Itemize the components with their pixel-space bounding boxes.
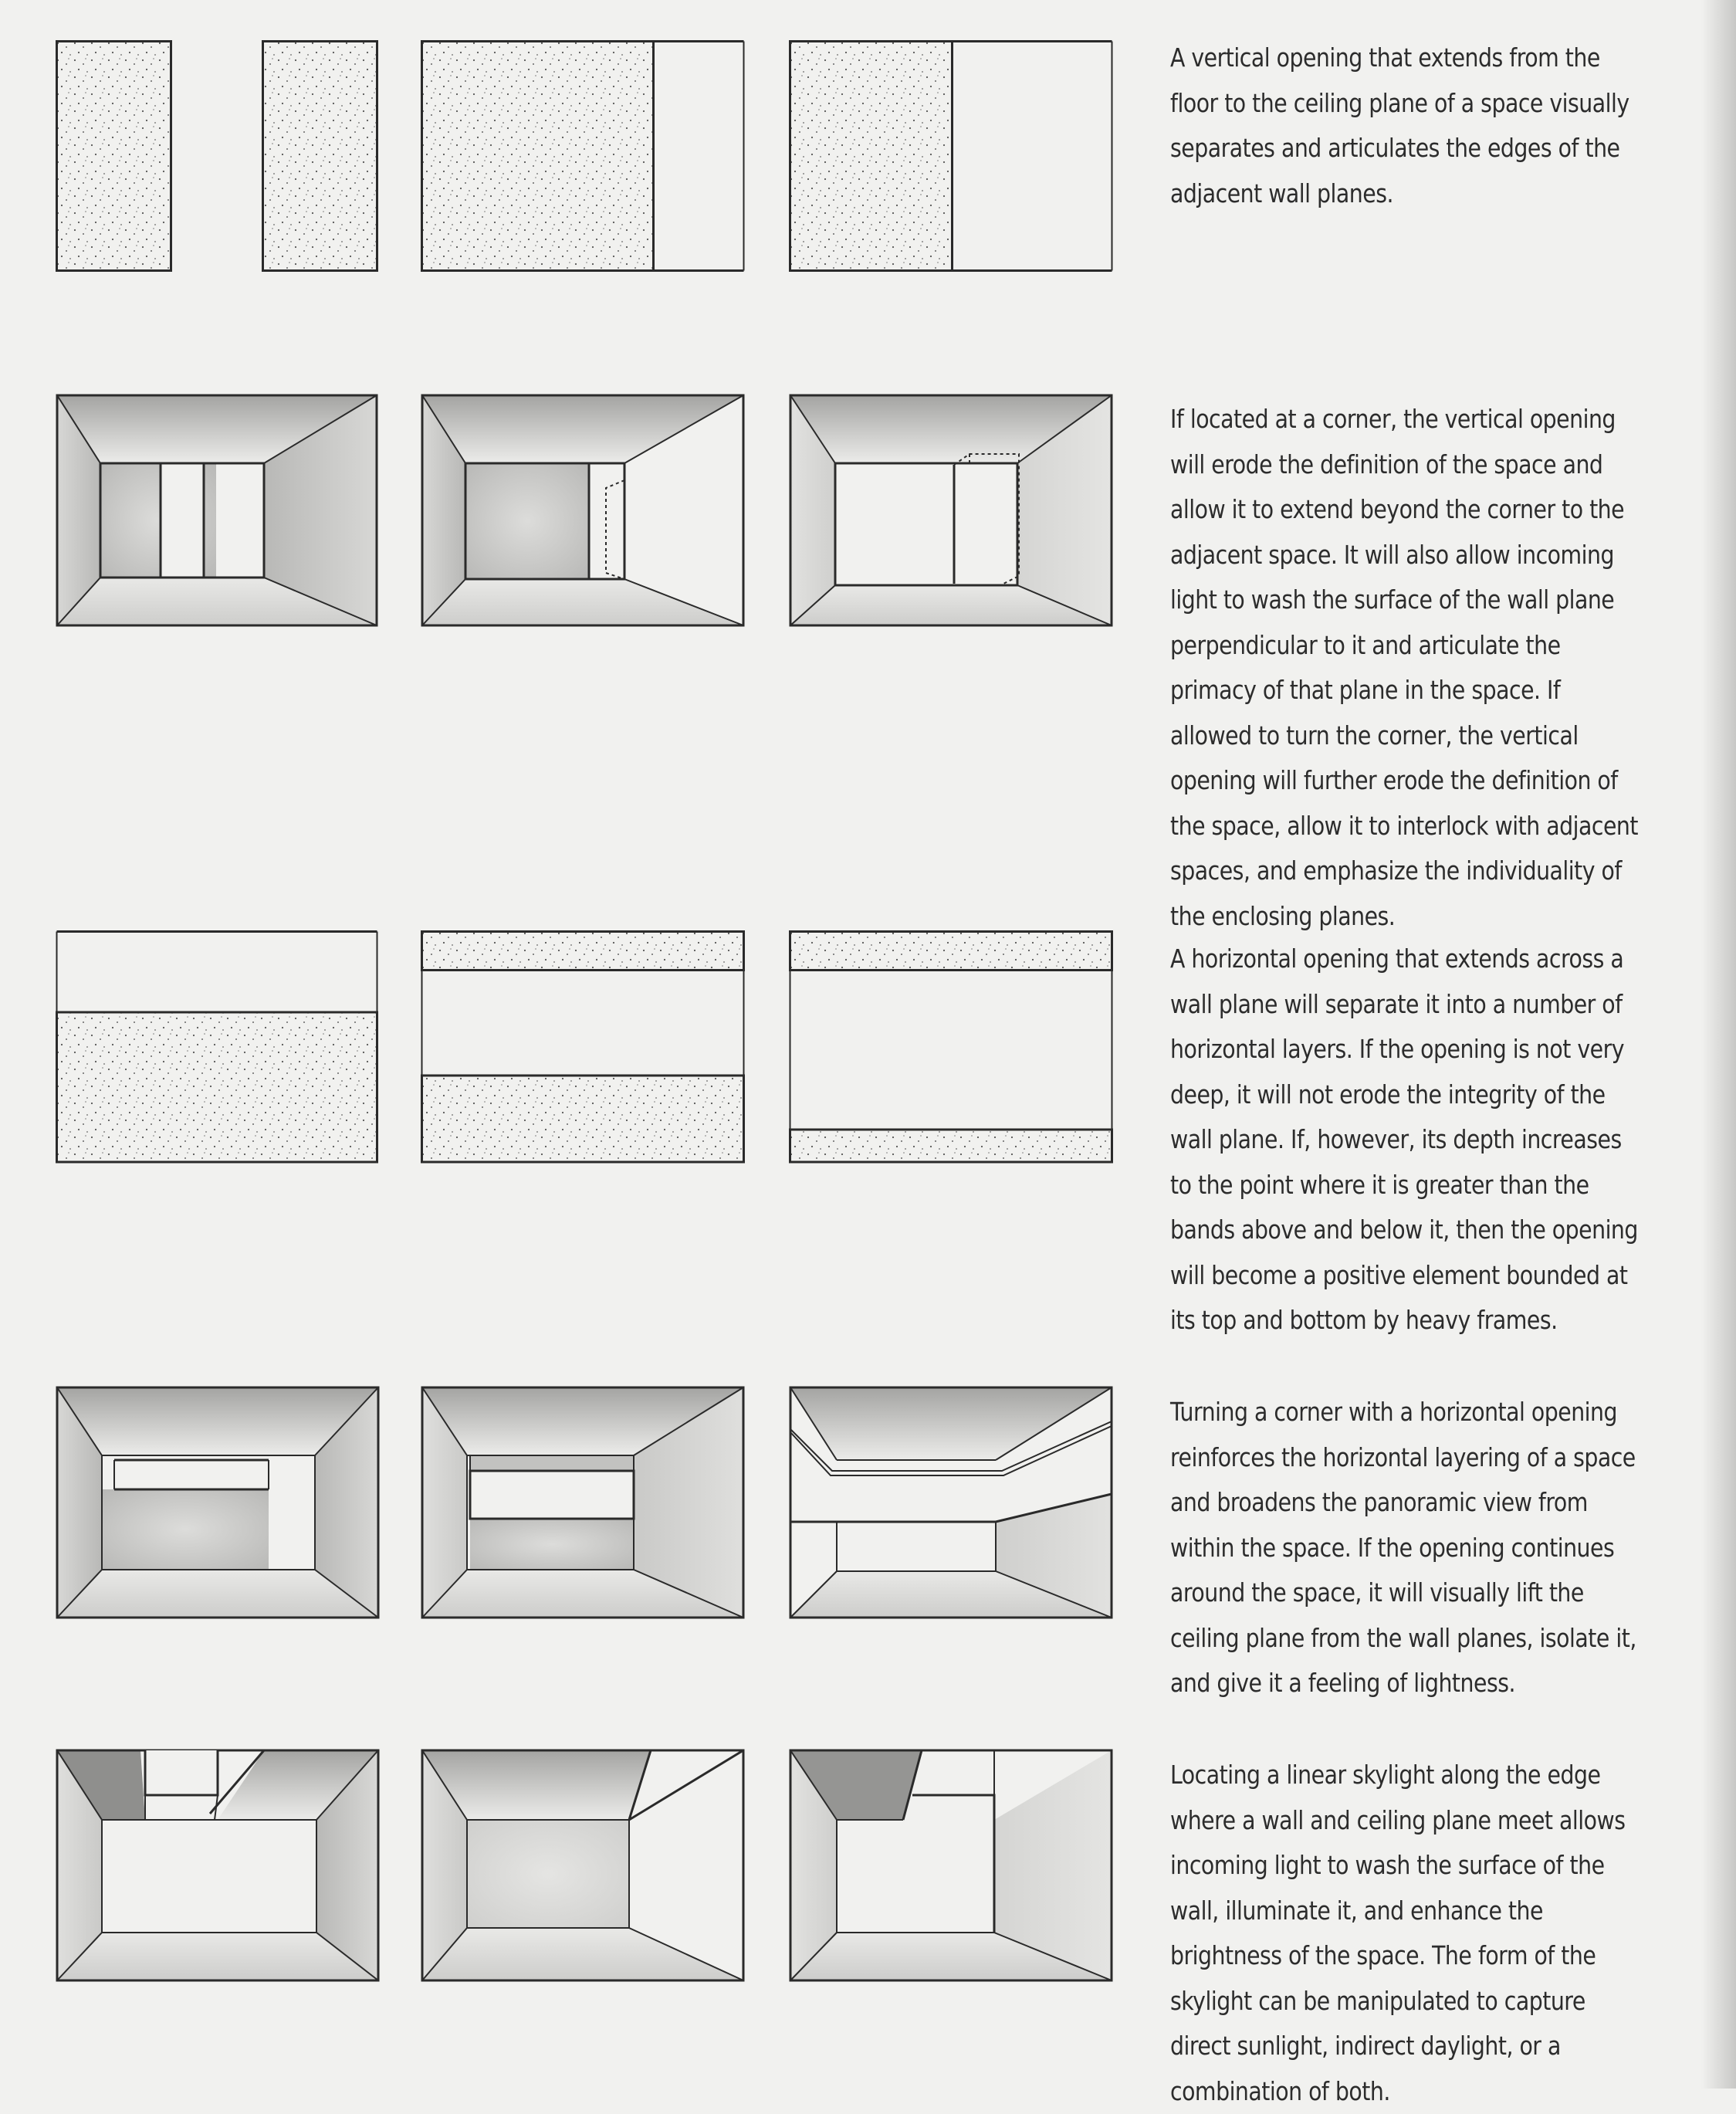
horizontal-opening-perspective-3 <box>789 1386 1113 1619</box>
linear-skylight-perspective-2 <box>421 1749 745 1982</box>
caption-corner-vertical-opening: If located at a corner, the vertical opening will erode the definition of the space and allow it to extend beyond the corner to the adjacent space. It will also allow incoming light to wash the surface of the wall plane perpendicular to it and articulate the primacy of that plane in the space. If allowed to turn the corner, the vertical opening will further erode the definition of the space, allow it to interlock with adjacent spaces, and emphasize the individuality of the enclosing planes. <box>1170 404 1638 931</box>
linear-skylight-perspective-3 <box>789 1749 1113 1982</box>
vertical-opening-elevation-1 <box>56 40 378 272</box>
vertical-opening-elevation-3 <box>789 40 1113 272</box>
horizontal-opening-elevation-1 <box>56 930 378 1164</box>
vertical-opening-perspective-2 <box>421 394 745 627</box>
caption-corner-horizontal-opening: Turning a corner with a horizontal opening reinforces the horizontal layering of a space and broadens the panoramic view from within the space. If the opening continues around the space, it will visually lift the ceiling plane from the wall planes, isolate it, and give it a feeling of lightness. <box>1170 1397 1636 1698</box>
caption-vertical-opening: A vertical opening that extends from the floor to the ceiling plane of a space visually separates and articulates the edges of the adjacent wall planes. <box>1170 42 1629 208</box>
horizontal-opening-elevation-2 <box>421 930 745 1164</box>
scan-shadow-edge <box>1701 0 1736 2089</box>
horizontal-opening-perspective-1 <box>56 1386 380 1619</box>
vertical-opening-perspective-3 <box>789 394 1113 627</box>
caption-linear-skylight: Locating a linear skylight along the edge where a wall and ceiling plane meet allows incoming light to wash the surface of the wall, illuminate it, and enhance the brightness of the space. The form of the skylight can be manipulated to capture direct sunlight, indirect daylight, or a combination of both. <box>1170 1760 1626 2106</box>
horizontal-opening-elevation-3 <box>789 930 1113 1164</box>
vertical-opening-elevation-2 <box>421 40 745 272</box>
vertical-opening-perspective-1 <box>56 394 378 627</box>
horizontal-opening-perspective-2 <box>421 1386 745 1619</box>
caption-horizontal-opening: A horizontal opening that extends across a wall plane will separate it into a number of horizontal layers. If the opening is not very deep, it will not erode the integrity of the wall plane. If, however, its depth increases to the point where it is greater than the bands above and below it, then the opening will become a positive element bounded at its top and bottom by heavy frames. <box>1170 944 1638 1335</box>
linear-skylight-perspective-1 <box>56 1749 380 1982</box>
